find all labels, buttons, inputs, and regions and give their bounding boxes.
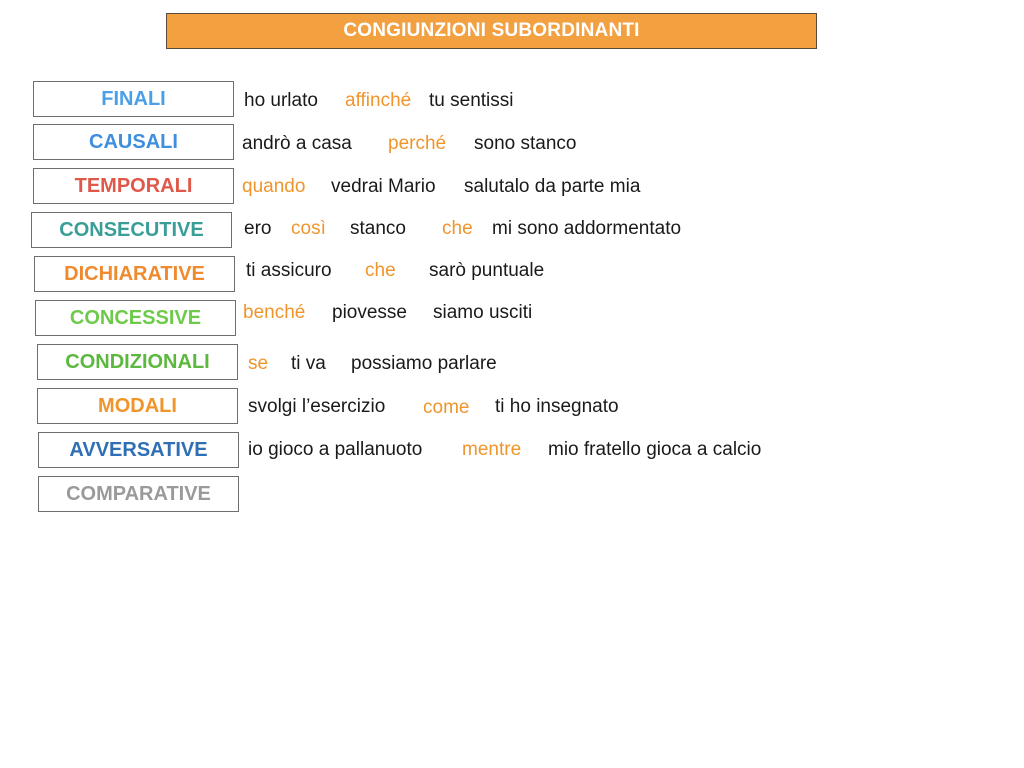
- category-label-text: COMPARATIVE: [66, 482, 211, 505]
- category-label-text: DICHIARATIVE: [64, 262, 205, 285]
- example-phrase: possiamo parlare: [351, 353, 497, 374]
- category-label-modali: [37, 388, 238, 424]
- example-phrase: andrò a casa: [242, 133, 352, 154]
- example-phrase: piovesse: [332, 302, 407, 323]
- category-label-text: CAUSALI: [89, 130, 178, 153]
- category-label-text: TEMPORALI: [74, 174, 193, 197]
- conjunction-word: mentre: [462, 439, 522, 460]
- category-label-text: CONCESSIVE: [69, 306, 202, 329]
- conjunction-word: quando: [242, 176, 306, 197]
- conjunction-word: benché: [243, 302, 306, 323]
- category-label-condizionali: [37, 344, 238, 380]
- conjunction-word: così: [291, 218, 326, 239]
- example-phrase: vedrai Mario: [331, 176, 436, 197]
- example-phrase: sarò puntuale: [429, 260, 545, 281]
- example-phrase: ti va: [291, 353, 326, 374]
- example-phrase: svolgi l’esercizio: [248, 396, 386, 417]
- category-label-text: CONSECUTIVE: [59, 218, 204, 241]
- category-label-concessive: [35, 300, 236, 336]
- category-label-text: AVVERSATIVE: [69, 438, 208, 461]
- conjunction-word: se: [248, 353, 269, 374]
- category-label-text: MODALI: [98, 394, 177, 417]
- category-label-finali: [33, 81, 234, 117]
- example-phrase: ho urlato: [244, 90, 318, 111]
- example-phrase: stanco: [350, 218, 406, 239]
- conjunction-word: che: [442, 218, 473, 239]
- page-title: [166, 13, 817, 49]
- category-label-causali: [33, 124, 234, 160]
- example-phrase: mi sono addormentato: [492, 218, 682, 239]
- example-phrase: ti assicuro: [246, 260, 332, 281]
- category-label-comparative: [38, 476, 239, 512]
- category-label-consecutive: [31, 212, 232, 248]
- example-phrase: tu sentissi: [429, 90, 514, 111]
- example-phrase: sono stanco: [474, 133, 577, 154]
- page-title-text: CONGIUNZIONI SUBORDINANTI: [343, 20, 640, 41]
- example-phrase: mio fratello gioca a calcio: [548, 439, 762, 460]
- example-phrase: io gioco a pallanuoto: [248, 439, 423, 460]
- example-phrase: salutalo da parte mia: [464, 176, 641, 197]
- example-phrase: ero: [244, 218, 272, 239]
- conjunction-word: che: [365, 260, 396, 281]
- conjunction-word: come: [423, 397, 470, 418]
- example-phrase: ti ho insegnato: [495, 396, 619, 417]
- category-label-text: CONDIZIONALI: [65, 350, 210, 373]
- conjunction-word: perché: [388, 133, 447, 154]
- category-label-dichiarative: [34, 256, 235, 292]
- example-phrase: siamo usciti: [433, 302, 533, 323]
- category-label-avversative: [38, 432, 239, 468]
- category-label-temporali: [33, 168, 234, 204]
- category-label-text: FINALI: [101, 87, 166, 110]
- conjunction-word: affinché: [345, 90, 412, 111]
